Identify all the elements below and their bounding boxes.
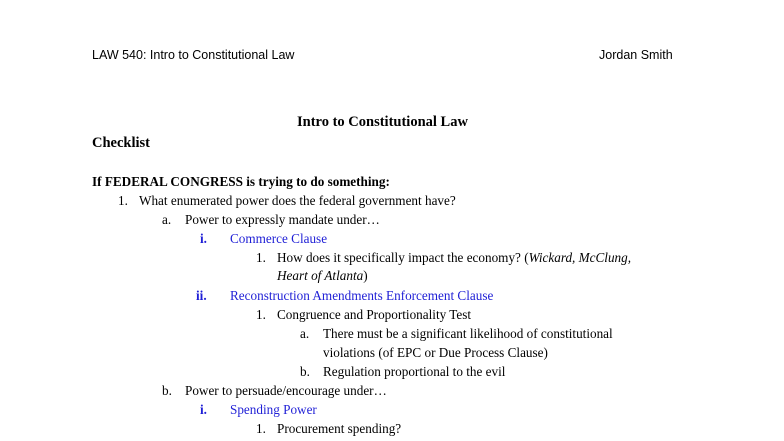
section-heading <box>92 173 390 191</box>
outline-item-1aii1b: Regulation proportional to the evil <box>323 364 506 379</box>
outline-item-1: What enumerated power does the federal government have? <box>139 193 456 208</box>
outline-roman: i. <box>200 402 207 417</box>
outline-letter: b. <box>162 383 172 398</box>
outline-item-1ai1 <box>277 249 631 267</box>
outline-letter: a. <box>300 326 310 341</box>
outline-number: 1. <box>118 193 128 208</box>
outline-item-1ai1-cont <box>277 267 368 285</box>
outline-item-1bi1: Procurement spending? <box>277 421 402 436</box>
section-rest: is trying to do something: <box>242 174 390 189</box>
outline-item-1ai: Commerce Clause <box>230 231 328 246</box>
outline-roman: ii. <box>196 288 207 303</box>
outline-item-1aii: Reconstruction Amendments Enforcement Clause <box>230 288 494 303</box>
outline-roman: i. <box>200 231 207 246</box>
outline-item-1aii1a-cont: violations (of EPC or Due Process Clause) <box>323 345 548 360</box>
document-subtitle: Checklist <box>92 135 150 151</box>
close-paren: ) <box>363 268 368 283</box>
case-name: Heart of Atlanta <box>277 268 364 283</box>
outline-number: 1. <box>256 307 266 322</box>
outline-number: 1. <box>256 421 266 436</box>
outline-item-1aii1: Congruence and Proportionality Test <box>277 307 472 322</box>
item-text: How does it specifically impact the economy? ( <box>277 250 529 265</box>
section-prefix: If <box>92 174 105 189</box>
case-names: Wickard, McClung, <box>528 250 632 265</box>
outline-item-1aii1a: There must be a significant likelihood of constitutional <box>323 326 613 341</box>
outline-number: 1. <box>256 250 266 265</box>
outline-item-1b: Power to persuade/encourage under… <box>185 383 387 398</box>
outline-item-1bi: Spending Power <box>230 402 317 417</box>
document-title: Intro to Constitutional Law <box>297 114 468 130</box>
outline-item-1a: Power to expressly mandate under… <box>185 212 380 227</box>
header-author: Jordan Smith <box>599 48 673 62</box>
header-course: LAW 540: Intro to Constitutional Law <box>92 48 295 62</box>
outline-letter: a. <box>162 212 172 227</box>
outline-letter: b. <box>300 364 310 379</box>
section-bold: FEDERAL CONGRESS <box>104 174 243 189</box>
